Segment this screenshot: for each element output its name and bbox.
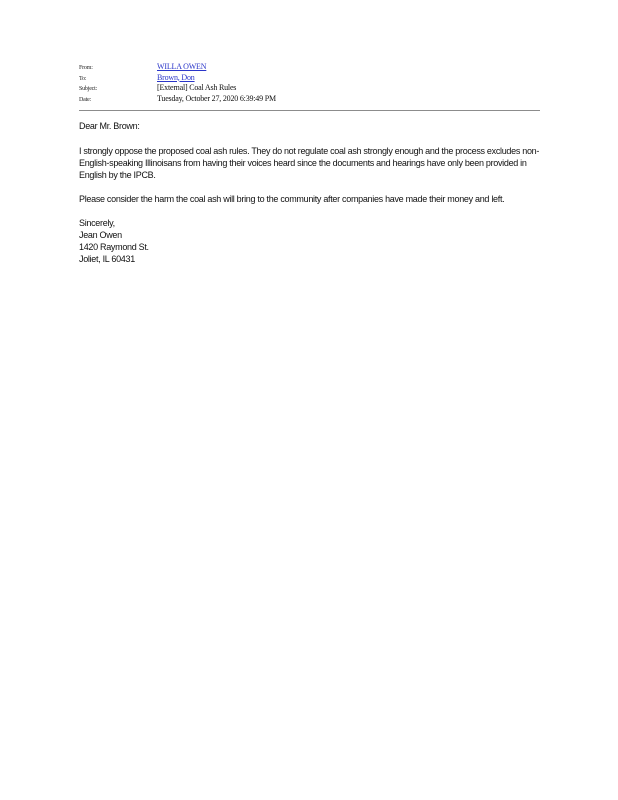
signature-name: Jean Owen [79,230,122,240]
subject-value: [External] Coal Ash Rules [157,83,237,92]
subject-label: Subject: [79,86,98,92]
address-line-1: 1420 Raymond St. [79,242,149,252]
to-label: To: [79,75,87,82]
signature-block [79,217,547,265]
header-divider [79,110,540,111]
from-link[interactable]: WILLA OWEN [157,62,207,71]
to-row [79,73,549,84]
body-paragraph-1: I strongly oppose the proposed coal ash rules. They do not regulate coal ash strongly enough and the process excludes non-English-speaking Illinoisans from having their voices heard since the documents and hearings have only been provided in English by the IPCB. [79,146,540,180]
date-row [79,94,549,105]
email-body [79,120,547,265]
from-row [79,62,549,73]
greeting: Dear Mr. Brown: [79,121,140,131]
to-link[interactable]: Brown, Don [157,72,195,82]
date-label: Date: [79,96,91,103]
email-header [79,62,549,104]
address-line-2: Joliet, IL 60431 [79,254,135,264]
subject-row [79,83,549,94]
date-value: Tuesday, October 27, 2020 6:39:49 PM [157,93,276,103]
from-label: From: [79,65,93,71]
body-paragraph-2: Please consider the harm the coal ash will bring to the community after companies have made their money and left. [79,194,505,204]
closing: Sincerely, [79,218,115,228]
